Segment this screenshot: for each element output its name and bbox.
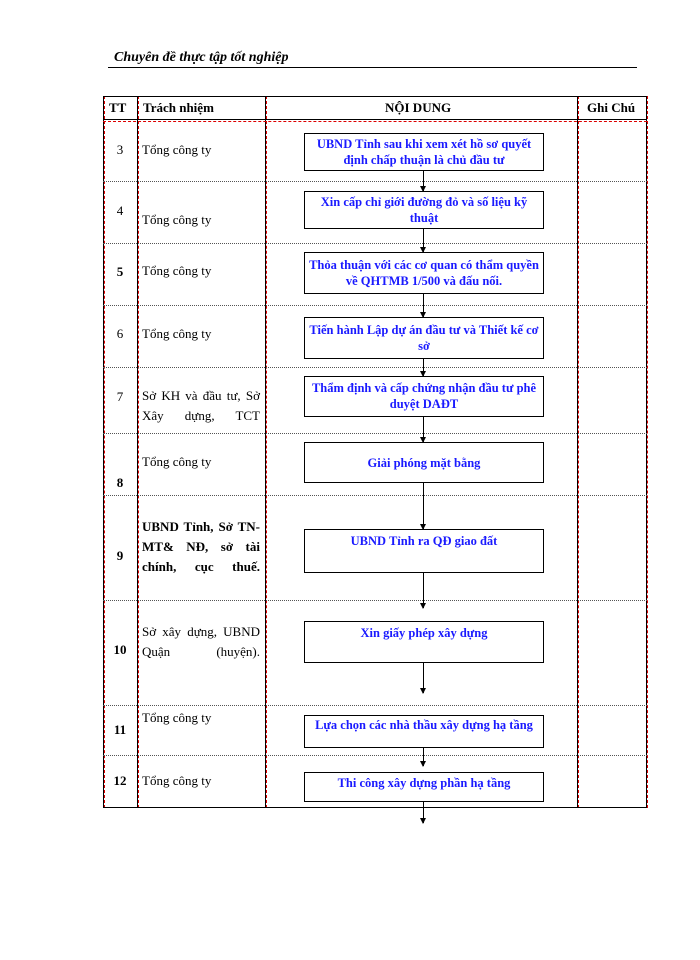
flow-step-box: Tiến hành Lập dự án đầu tư và Thiết kế cơ sở (304, 317, 544, 359)
table-border-top (103, 96, 647, 97)
row-divider (103, 367, 647, 368)
flow-arrow (423, 417, 424, 442)
header-row-divider (103, 119, 647, 120)
flow-step-box: UBND Tỉnh sau khi xem xét hồ sơ quyết định chấp thuận là chủ đầu tư (304, 133, 544, 171)
responsibility-cell: Tổng công ty (142, 773, 212, 788)
red-guide-line (138, 96, 139, 808)
flow-arrow (423, 802, 424, 823)
row-number: 12 (113, 773, 127, 788)
responsibility-cell: Tổng công ty (142, 142, 212, 157)
row-divider (103, 705, 647, 706)
header-divider (108, 67, 637, 68)
flow-step-box: Thỏa thuận với các cơ quan có thẩm quyền về QHTMB 1/500 và đấu nối. (304, 252, 544, 294)
responsibility-cell: Tổng công ty (142, 212, 212, 227)
flow-step-box: Lựa chọn các nhà thầu xây dựng hạ tầng (304, 715, 544, 748)
column-header-responsibility: Trách nhiệm (143, 100, 214, 115)
flow-step-box: UBND Tỉnh ra QĐ giao đất (304, 529, 544, 573)
flow-arrow (423, 294, 424, 317)
row-number: 3 (116, 142, 124, 157)
column-header-note: Ghi Chú (587, 100, 636, 115)
column-header-content: NỘI DUNG (385, 100, 452, 115)
row-number: 4 (116, 203, 124, 218)
responsibility-cell: Tổng công ty (142, 263, 212, 278)
flow-arrow (423, 573, 424, 608)
table-border-bottom (103, 807, 647, 808)
document-header-title: Chuyên đề thực tập tốt nghiệp (114, 50, 289, 65)
row-number: 7 (116, 389, 124, 404)
flow-step-box: Giải phóng mặt bằng (304, 442, 544, 483)
flow-arrow (423, 663, 424, 693)
responsibility-cell: Tổng công ty (142, 326, 212, 341)
flow-step-box: Xin giấy phép xây dựng (304, 621, 544, 663)
row-divider (103, 495, 647, 496)
row-number: 8 (116, 475, 124, 490)
row-divider (103, 600, 647, 601)
flow-arrow (423, 171, 424, 191)
red-guide-line (103, 121, 647, 122)
flow-step-box: Thẩm định và cấp chứng nhận đầu tư phê duyệt DAĐT (304, 376, 544, 417)
row-number: 11 (113, 722, 127, 737)
row-divider (103, 243, 647, 244)
responsibility-cell: Tổng công ty (142, 454, 212, 469)
flow-arrow (423, 483, 424, 529)
red-guide-line (266, 96, 267, 808)
flow-arrow (423, 229, 424, 252)
red-guide-line (578, 96, 579, 808)
column-header-tt: TT (109, 100, 127, 115)
responsibility-cell: Tổng công ty (142, 710, 212, 725)
row-number: 10 (113, 642, 127, 657)
row-divider (103, 181, 647, 182)
flow-step-box: Thi công xây dựng phần hạ tầng (304, 772, 544, 802)
row-number: 5 (116, 264, 124, 279)
row-divider (103, 305, 647, 306)
flow-arrow (423, 359, 424, 376)
red-guide-line (647, 96, 648, 808)
process-table (103, 96, 647, 808)
flow-arrow (423, 748, 424, 766)
responsibility-cell: Sở KH và đầu tư, Sở Xây dựng, TCT (142, 388, 260, 423)
flow-step-box: Xin cấp chỉ giới đường đỏ và số liệu kỹ thuật (304, 191, 544, 229)
responsibility-cell: Sở xây dựng, UBND Quận (huyện). (142, 624, 260, 659)
row-divider (103, 755, 647, 756)
row-divider (103, 433, 647, 434)
row-number: 9 (116, 548, 124, 563)
responsibility-cell: UBND Tỉnh, Sở TN-MT& NĐ, sở tài chính, cục thuế. (142, 519, 260, 574)
row-number: 6 (116, 326, 124, 341)
